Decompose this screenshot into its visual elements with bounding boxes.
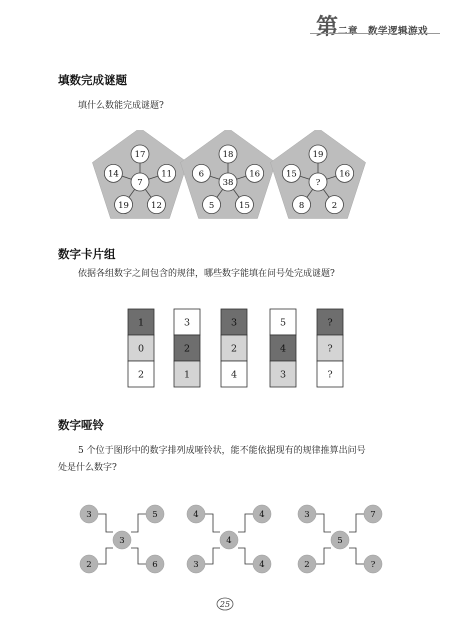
outer-number: 18 bbox=[222, 150, 234, 161]
connector-line bbox=[316, 548, 331, 564]
dumbbell-puzzle bbox=[80, 505, 164, 573]
question-cards: 依据各组数字之间包含的规律，哪些数字能填在问号处完成谜题? bbox=[78, 269, 335, 279]
chapter-header bbox=[316, 10, 428, 41]
card-column bbox=[270, 309, 296, 387]
pentagon-puzzle bbox=[92, 130, 187, 219]
pentagon-puzzles bbox=[0, 130, 450, 220]
pentagon-puzzle bbox=[180, 130, 275, 219]
card-number: ? bbox=[327, 317, 333, 329]
connector-line bbox=[131, 514, 146, 532]
outer-number: 6 bbox=[198, 169, 205, 180]
outer-number: 2 bbox=[331, 200, 338, 211]
connector-line bbox=[349, 514, 364, 532]
dumbbell-puzzle bbox=[187, 505, 271, 573]
outer-number: 15 bbox=[239, 200, 250, 211]
dumbbell-number: 2 bbox=[86, 560, 92, 571]
connector-line bbox=[205, 514, 220, 532]
card-number: 4 bbox=[230, 369, 238, 381]
center-number: ? bbox=[315, 178, 321, 189]
card-groups bbox=[0, 305, 450, 395]
page-number-badge bbox=[215, 597, 235, 611]
outer-number: 14 bbox=[107, 169, 119, 180]
card-number: 3 bbox=[230, 317, 238, 329]
dumbbell-puzzles bbox=[0, 500, 450, 585]
card-number: ? bbox=[327, 369, 333, 381]
card-number: 0 bbox=[137, 343, 145, 355]
question-pentagons: 填什么数能完成谜题? bbox=[78, 101, 164, 111]
chapter-char: 第 bbox=[315, 15, 338, 40]
dumbbell-number: 6 bbox=[152, 560, 158, 571]
dumbbell-number: 3 bbox=[193, 560, 199, 571]
card-number: 2 bbox=[230, 343, 238, 355]
dumbbell-number: 4 bbox=[226, 536, 232, 547]
outer-number: 11 bbox=[161, 169, 173, 180]
outer-number: 17 bbox=[134, 150, 146, 161]
card-number: 1 bbox=[183, 369, 191, 381]
card-number: 3 bbox=[279, 369, 287, 381]
connector-line bbox=[205, 548, 220, 564]
card-number: 1 bbox=[137, 317, 145, 329]
outer-number: 12 bbox=[151, 200, 162, 211]
outer-number: 16 bbox=[249, 169, 261, 180]
outer-number: 16 bbox=[339, 169, 351, 180]
card-column bbox=[221, 309, 247, 387]
connector-line bbox=[98, 514, 113, 532]
connector-line bbox=[238, 514, 253, 532]
dumbbell-puzzle bbox=[298, 505, 382, 573]
center-number: 38 bbox=[222, 178, 234, 189]
connector-line bbox=[98, 548, 113, 564]
dumbbell-number: 3 bbox=[119, 536, 125, 547]
outer-number: 19 bbox=[118, 200, 129, 211]
pentagon-puzzle bbox=[270, 130, 365, 219]
connector-line bbox=[238, 548, 253, 564]
header-rule bbox=[310, 33, 440, 34]
dumbbell-number: 3 bbox=[86, 510, 92, 521]
outer-number: 19 bbox=[312, 150, 324, 161]
card-number: 2 bbox=[137, 369, 145, 381]
dumbbell-number: 4 bbox=[193, 510, 199, 521]
dumbbell-number: 7 bbox=[370, 510, 376, 521]
card-number: 2 bbox=[183, 343, 191, 355]
page-number bbox=[0, 597, 450, 611]
card-column bbox=[174, 309, 200, 387]
card-number: 3 bbox=[183, 317, 191, 329]
card-column bbox=[317, 309, 343, 387]
section-title-pentagons: 填数完成谜题 bbox=[58, 73, 127, 87]
dumbbell-number: 2 bbox=[304, 560, 310, 571]
card-column bbox=[128, 309, 154, 387]
card-number: ? bbox=[327, 343, 333, 355]
outer-number: 8 bbox=[298, 200, 305, 211]
dumbbell-number: ? bbox=[370, 560, 376, 571]
outer-number: 5 bbox=[208, 200, 215, 211]
dumbbell-number: 3 bbox=[304, 510, 310, 521]
card-number: 5 bbox=[279, 317, 287, 329]
chapter-title: 二章 数学逻辑游戏 bbox=[337, 26, 428, 37]
connector-line bbox=[349, 548, 364, 564]
section-title-dumbbells: 数字哑铃 bbox=[58, 418, 104, 432]
connector-line bbox=[316, 514, 331, 532]
card-number: 4 bbox=[279, 343, 287, 355]
dumbbell-number: 4 bbox=[259, 560, 265, 571]
question-dumbbells-line2: 处是什么数字? bbox=[58, 463, 117, 473]
dumbbell-number: 4 bbox=[259, 510, 265, 521]
dumbbell-number: 5 bbox=[152, 510, 158, 521]
page-number-text: 25 bbox=[219, 600, 231, 609]
section-title-cards: 数字卡片组 bbox=[58, 247, 116, 261]
dumbbell-number: 5 bbox=[337, 536, 343, 547]
question-dumbbells-line1: 5 个位于图形中的数字排列成哑铃状，能不能依据现有的规律推算出问号 bbox=[78, 446, 366, 456]
center-number: 7 bbox=[137, 178, 143, 189]
connector-line bbox=[131, 548, 146, 564]
outer-number: 15 bbox=[285, 169, 297, 180]
